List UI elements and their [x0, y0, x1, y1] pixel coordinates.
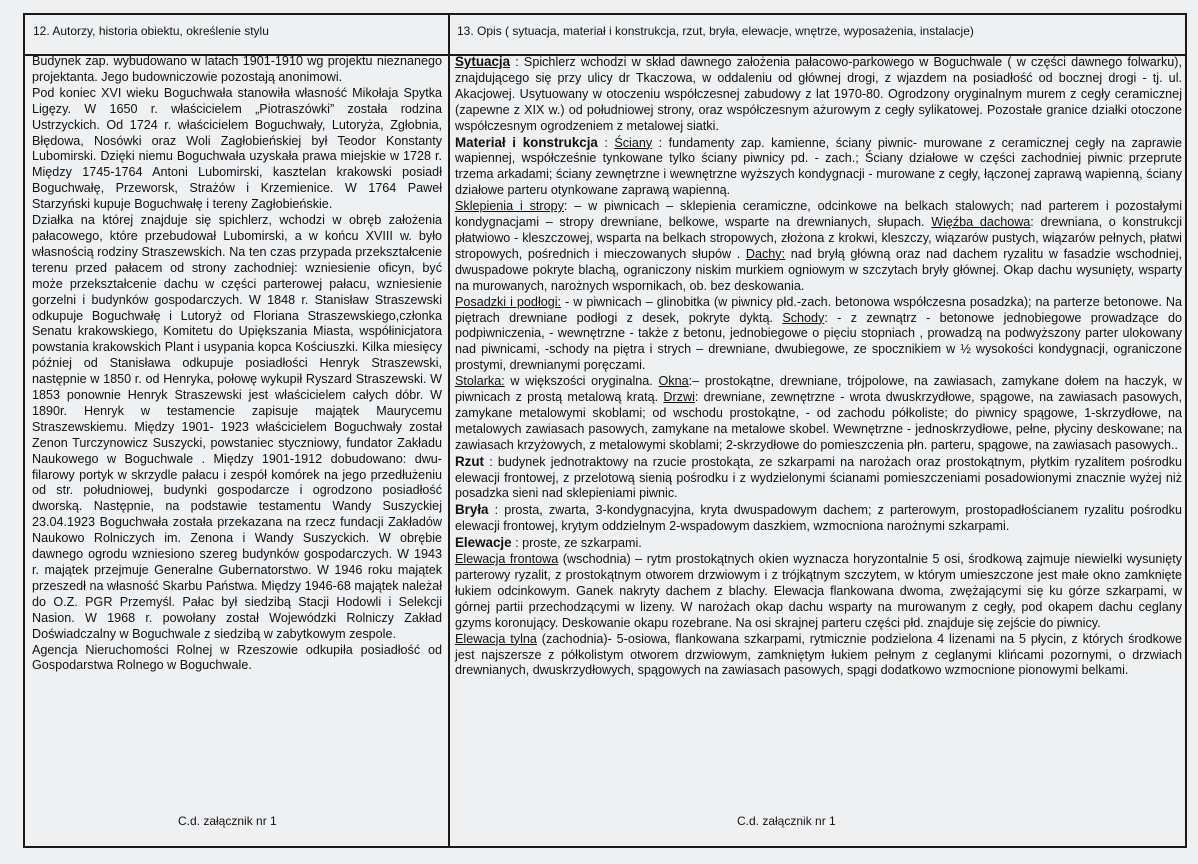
footer-left-note: C.d. załącznik nr 1: [178, 814, 277, 828]
heading-schody: Schody: [782, 310, 825, 325]
text-sciany: : fundamenty zap. kamienne, ściany piwnic- murowane z ceramicznej cegły na zaprawie wapiennej, współcześnie tynkowane tylko ściany piwnicy pd. - zach.; Ściany działowe w części zachodniej piwnic przeprute trzema arkadami; ściany zewnętrzne i wewnętrzne wyższych kondygnacji - murowane z cegły, łączonej zaprawą wapienną, ściany działowe parteru otynkowane zaprawą wapienną.: [455, 135, 1183, 198]
text-stolarka: w większości oryginalna.: [504, 374, 659, 389]
section-elewacja-frontowa: [455, 552, 1182, 632]
text-schody: : - z zewnątrz - betonowe jednobiegowe prowadzące do podpiwniczenia, - wewnętrzne - także z betonu, jednobiegowe o pięciu stopniach , prowadzą na podwyższony parter ulokowany nad piwnicami, -schody na piętra i strych – drewniane, dwubiegowe, ze spocznikiem w ½ wysokości kondygnacji, ograniczone prostymi, drewnianymi poręczami.: [455, 310, 1182, 373]
section-bryla: [455, 502, 1182, 535]
footer-right-note: C.d. załącznik nr 1: [737, 814, 836, 828]
heading-drzwi: Drzwi: [663, 390, 695, 405]
heading-sklepienia: Sklepienia i stropy: [455, 199, 564, 214]
history-paragraph-4: Agencja Nieruchomości Rolnej w Rzeszowie odkupiła posiadłość od Gospodarstwa Rolnego w Boguchwale.: [32, 642, 442, 673]
section-sytuacja: [455, 54, 1182, 135]
heading-sytuacja: Sytuacja: [455, 54, 511, 69]
text-dachy: nad bryłą główną oraz nad dachem ryzalitu w fasadzie wschodniej, dwuspadowe pokryte blachą, ograniczony niskim murkiem ogniowym w szczytach bryły głównej. Okap dachu wysunięty, wsparty na murowanych, narożnych wspornikach, ob. bez deskowania.: [455, 246, 1183, 293]
material-separator: :: [597, 135, 615, 150]
history-paragraph-2: Pod koniec XVI wieku Boguchwała stanowiła własność Mikołaja Spytka Ligęzy. W 1650 r. właścicielem „Piotraszówki” została rodzina Ustrzyckich. Od 1724 r. właścicielem Boguchwały, Lutoryża, Zgłobnia, Błędowa, Nosówki oraz Woli Zagłobieńskiej był Teodor Konstanty Lubomirski. Dzięki niemu Boguchwała uzyskała prawa miejskie w 1728 r. Między 1745-1764 Antoni Lubomirski, kasztelan krakowski posiadł Boguchwałę, Przeworsk, Strażów i Krzemienice. W 1764 Paweł Starzyński kupuje Boguchwałę i tereny Zagłobieńskie.: [32, 85, 442, 212]
text-wiezba: : drewniana, o konstrukcji płatwiowo - kleszczowej, wsparta na belkach stropowych, złożona z krokwi, kleszczy, wiązarów pustych, wiązarów pełnych, płatwi stropowych, pośrednich i mieczowanych słupów .: [455, 215, 1183, 261]
header-left: 12. Autorzy, historia obiektu, określenie stylu: [33, 24, 269, 38]
text-bryla: : prosta, zwarta, 3-kondygnacyjna, kryta dwuspadowym dachem; z parterowym, prostopadłościanem ryzalitu pośrodku elewacji frontowej, krytym oddzielnym 2-wspadowym daszkiem, wzmocniona narożnymi szkarpami.: [455, 503, 1182, 534]
history-paragraph-3: Działka na której znajduje się spichlerz, wchodzi w obręb założenia pałacowego, które przebudował Lubomirski, a w końcu XVIII w. było własnością rodziny Straszewskich. Na ten czas przypada przekształcenie terenu przed pałacem od strony zachodniej: wzniesienie oficyn, być może przekształcenie dachu w części parterowej pałacu, wzniesienie gorzelni i budynków gospodarczych. W 1848 r. Stanisław Straszewski odkupuje Boguchwałę i Lutoryż od Floriana Straszewskiego,członka Senatu krakowskiego, Komitetu do Upiększania Miasta, współinicjatora powstania krakowskich Plant i usypania kopca Kościuszki. Kilka miesięcy później od Stanisława odkupuje posiadłości Henryk Straszewski, następnie w 1850 r. od Henryka, połowę wykupił Ryszard Straszewski. W 1853 ponownie Henryk Straszewski jest właścicielem całych dóbr. W 1890r. Henryk w testamencie zapisuje majątek Maurycemu Straszewskiemu. Między 1901- 1923 właścicielem Boguchwały został Zenon Turczynowicz Suszycki, powstaniec styczniowy, fundator Zakładu Naukowego w Boguchwale . Między 1901-1912 dobudowano: dwu-filarowy portyk w skrzydle pałacu i zespół komórek na jego przedłużeniu od str. południowej, budynki gospodarcze i ogrodzono posiadłość dworską. Następnie, na podstawie testamentu Wandy Suszyckiej 23.04.1923 Boguchwała została przekazana na rzecz fundacji Zakładów Naukowo Rolniczych im. Zenona i Wandy Suszyckich. W obrębie dawnego ogrodu wzniesiono szereg budynków gospodarczych. W 1943 r. majątek przejmuje Generalne Gubernatorstwo. W 1946 roku majątek przeszedł na własność Skarbu Państwa. Między 1946-68 majątek należał do O.Z. PGR Przemyśl. Pałac był siedzibą Stacji Hodowli i Selekcji Nasion. W 1968 r. powołany został Wojewódzki Rolniczy Zakład Doświadczalny w Boguchwale z siedzibą w zabytkowym zespole.: [32, 213, 442, 641]
heading-okna: Okna: [658, 374, 689, 389]
section-elewacja-tylna: [455, 632, 1182, 680]
heading-bryla: Bryła: [455, 502, 489, 518]
form-frame: [23, 13, 1187, 848]
column-divider: [448, 15, 450, 846]
text-elewacja-frontowa: (wschodnia) – rytm prostokątnych okien wyznacza horyzontalnie 5 osi, środkową zajmuje niewielki wysunięty parterowy ryzalit, z prostokątnym otworem drzwiowym i z trójkątnym szczytem, w którym umieszczone jest małe okno zamknięte łukiem odcinkowym. Ganek nakryty dachem z blachy. Elewacja flankowana dwoma, zwężającymi się ku górze szkarpami, w górnej partii przechodzącymi w lizeny. W narożach okap dachu wsparty na murowanym z cegły, pod okapem dachu ceglany gzyms koronujący. Deskowanie okapu rozebrane. Na osi skrajnej parteru części płd. znajduje się zejście do piwnicy.: [455, 552, 1182, 630]
heading-material: Materiał i konstrukcja: [455, 134, 598, 150]
history-paragraph-1: Budynek zap. wybudowano w latach 1901-1910 wg projektu nieznanego projektanta. Jego budowniczowie pozostają anonimowi.: [32, 54, 442, 84]
description-column: [455, 54, 1182, 679]
heading-elewacje: Elewacje: [455, 535, 512, 551]
text-sytuacja: : Spichlerz wchodzi w skład dawnego założenia pałacowo-parkowego w Boguchwale ( w części dawnego folwarku), znajdującego się przy ulicy dr Tkaczowa, w oddaleniu od głównej drogi, z wjazdem na posiadłość od bocznej drogi - tj. ul. Akacjowej. Usytuowany w otoczeniu współczesnej zabudowy z lat 1970-80. Ogrodzony oryginalnym murem z cegły ceramicznej (zapewne z XIX w.) od południowej strony, oraz współczesnym ażurowym z cegły sylikatowej. Pozostałe granice działki otoczone współczesnym ogrodzeniem z metalowej siatki.: [455, 55, 1182, 133]
text-elewacja-tylna: (zachodnia)- 5-osiowa, flankowana szkarpami, rytmicznie podzielona 4 lizenami na 5 płycin, z których środkowe jest najszersze z półkolistym otworem drzwiowym, zamkniętym łukiem pełnym z ceglanymi klińcami pozornymi, o drzwiach drewnianych, dwuskrzydłowych, spągowych na zawiasach pasowych, spągi dodatkowo wzmocnione pionowymi belkami.: [455, 631, 1182, 678]
text-sklepienia: : – w piwnicach – sklepienia ceramiczne, odcinkowe na belkach stalowych; nad parterem i pozostałymi kondygnacjami – stropy drewniane, belkowe, wsparte na drewnianych, słupach.: [455, 199, 1182, 230]
text-rzut: : budynek jednotraktowy na rzucie prostokąta, ze szkarpami na narożach oraz prostokątnym, płytkim ryzalitem pośrodku elewacji frontowej, z przelotową sienią pośrodku i z wydzielonymi ścianami pomieszczeniami posadowionymi znacznie wyżej niż posadzka sieni nad sklepieniami piwnic.: [455, 454, 1182, 501]
heading-sciany: Ściany: [614, 135, 653, 150]
heading-elewacja-tylna: Elewacja tylna: [455, 631, 537, 646]
section-posadzki: [455, 295, 1182, 454]
text-elewacje: : proste, ze szkarpami.: [511, 536, 642, 551]
heading-stolarka: Stolarka:: [455, 374, 505, 389]
heading-elewacja-frontowa: Elewacja frontowa: [455, 552, 559, 567]
text-okna: :– prostokątne, drewniane, trójpolowe, na zawiasach, zamykane dołem na haczyk, w piwnicach z prostą metalową kratą.: [455, 374, 1182, 405]
heading-wiezba: Więźba dachowa: [931, 215, 1031, 230]
history-column: [32, 54, 442, 674]
section-elewacje: [455, 535, 1182, 552]
header-right: 13. Opis ( sytuacja, materiał i konstrukcja, rzut, bryła, elewacje, wnętrze, wyposażenia, instalacje): [457, 24, 974, 38]
heading-rzut: Rzut: [455, 453, 485, 469]
section-rzut: [455, 454, 1182, 503]
text-drzwi: : drewniane, zewnętrzne - wrota dwuskrzydłowe, spągowe, na zawiasach pasowych, zamykane metalowymi skoblami; od wschodu prostokątne, - od zachodu półkoliste; do piwnicy spągowe, 1-skrzydłowe, na metalowych zawiasach pasowych, zamykane na metalowe skobel. Wewnętrzne - jednoskrzydłowe, pełne, płyciny deskowane; na zawiasach krzyżowych, z metalowymi skoblami; 2-skrzydłowe do pomieszczenia płn. parteru, spągowe, na zawiasach pasowych..: [455, 390, 1182, 452]
heading-posadzki: Posadzki i podłogi:: [455, 294, 562, 309]
section-material: [455, 135, 1182, 295]
text-posadzki: - w piwnicach – glinobitka (w piwnicy płd.-zach. betonowa współczesna posadzka); na parterze betonowe. Na piętrach drewniane podłogi z desek, pokryte dyktą.: [455, 294, 1182, 325]
heading-dachy: Dachy:: [745, 246, 786, 261]
